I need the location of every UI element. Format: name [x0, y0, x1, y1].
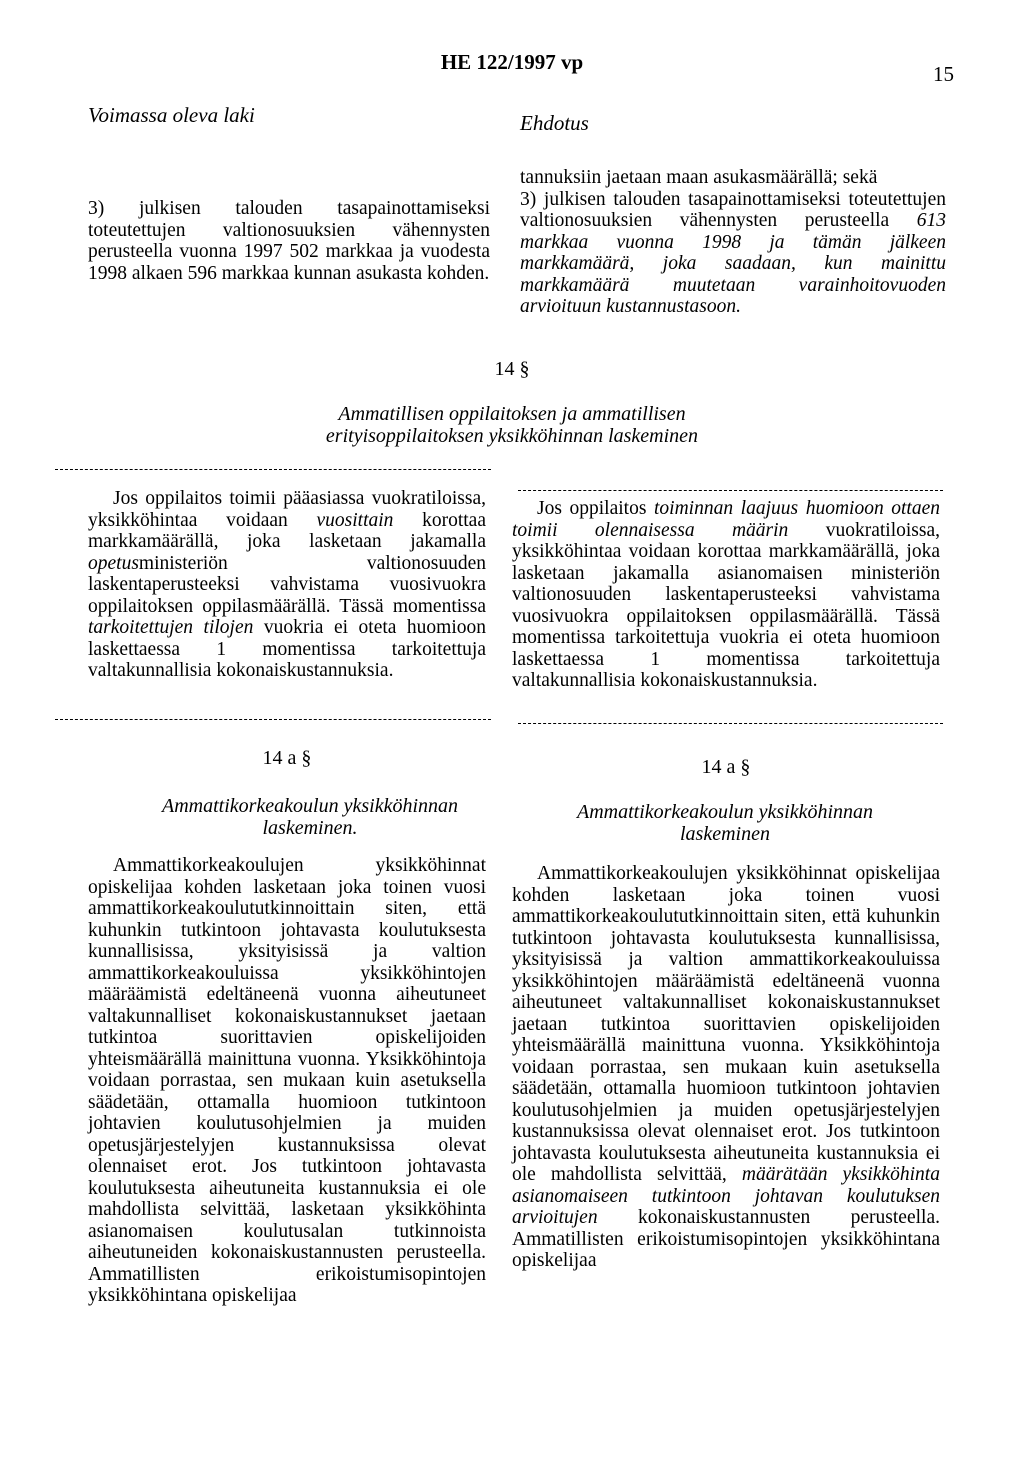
s14-right-a: Jos oppilaitos: [537, 498, 655, 519]
section-14a-left-number: 14 a §: [262, 747, 312, 769]
s14-left-b: vuosittain: [316, 509, 394, 531]
section-14a-left-text: Ammattikorkeakoulujen yksikköhinnat opiskelijaa kohden lasketaan joka toinen vuosi ammattikorkeakoulututkinnoittain siten, että kuhunkin tutkintoon johtavasta koulutuksesta kunnallisissa, yksityisissä ja valtion ammattikorkeakouluissa yksikköhintojen määräämistä edeltäneenä vuonna aiheutuneet valtakunnalliset kokonaiskustannukset jaetaan tutkintoa suorittavien opiskelijoiden yhteismäärällä mainittuna vuonna. Yksikköhintoja voidaan porrastaa, sen mukaan kuin asetuksella säädetään, ottamalla huomioon tutkintoon johtavien koulutusohjelmien ja muiden opetusjärjestelyjen kustannuksissa olevat olennaiset erot. Jos tutkintoon johtavasta koulutuksesta aiheutuneita kustannuksia ei ole mahdollista selvittää, lasketaan yksikköhinta asianomaisen koulutusalan tutkinnoista aiheutuneiden kokonaiskustannusten perusteella. Ammatillisten erikoistumisopintojen yksikköhintana opiskelijaa: [88, 855, 486, 1306]
s14-left-f: tarkoitettujen tilojen: [88, 617, 254, 638]
s14-right-b: toiminnan laajuus huomioon ottaen toimii olennaisessa määrin: [512, 498, 941, 541]
section-14-title-line1: Ammatillisen oppilaitoksen ja ammatillisen: [338, 403, 686, 425]
left-top-paragraph: [88, 198, 490, 284]
right-top-paragraph: [520, 167, 946, 318]
right-top-text: [520, 189, 946, 318]
section-14a-left-paragraph: [88, 855, 486, 1307]
right-omission-line-top: [518, 490, 943, 491]
s14-left-d: opetus: [88, 552, 139, 574]
s14a-right-b: määrätään yksikköhinta asianomaiseen tutkintoon johtavan koulutuksen arvioitujen: [512, 1164, 940, 1228]
s14-right-c: vuokratiloissa, yksikköhintaa voidaan korottaa markkamäärällä, joka lasketaan jakamalla asianomaisen ministeriön valtionosuuden laskentaperusteeksi vahvistama vuosivuokra oppilaitoksen oppilasmäärällä. Tässä momentissa tarkoitettuja vuokria ei oteta huomioon laskettaessa 1 momentissa tarkoitettuja valtakunnallisia kokonaiskustannuksia.: [512, 519, 940, 691]
left-omission-line-bottom: [55, 719, 491, 720]
section-14a-right-number: 14 a §: [701, 756, 751, 778]
section-14a-right-title: Ammattikorkeakoulun yksikköhinnan laskeminen: [576, 801, 874, 845]
left-top-text: 3) julkisen talouden tasapainottamiseksi toteutettujen valtionosuuksien vähennysten perusteella vuonna 1997 502 markkaa ja vuodesta 1998 alkaen 596 markkaa kunnan asukasta kohden.: [88, 198, 490, 284]
left-column-heading: Voimassa oleva laki: [88, 103, 255, 127]
section-14-right-text: [512, 498, 940, 692]
section-14-title: [0, 403, 1024, 447]
section-14a-right-paragraph: [512, 863, 940, 1272]
section-14-title-line2: erityisoppilaitoksen yksikköhinnan laskeminen: [325, 425, 699, 447]
s14-left-c: korottaa markkamäärällä, joka lasketaan jakamalla: [88, 509, 486, 552]
section-14-right-paragraph: [512, 498, 940, 692]
s14a-right-c: kokonaiskustannusten perusteella. Ammatillisten erikoistumisopintojen yksikköhintana opiskelijaa: [512, 1207, 940, 1271]
section-14-number: 14 §: [494, 358, 530, 380]
s14-left-e: ministeriön valtionosuuden laskentaperusteeksi vahvistama vuosivuokra oppilaitoksen oppilasmäärällä. Tässä momentissa: [88, 552, 486, 617]
document-header: HE 122/1997 vp: [440, 50, 584, 74]
left-omission-line-top: [55, 469, 491, 470]
section-14-left-text: [88, 488, 486, 682]
page-number: 15: [933, 62, 954, 86]
right-omission-line-bottom: [518, 723, 943, 724]
right-column-heading: Ehdotus: [520, 111, 589, 135]
s14-left-a: Jos oppilaitos toimii pääasiassa vuokratiloissa, yksikköhintaa voidaan: [88, 488, 486, 531]
section-14a-left-title: Ammattikorkeakoulun yksikköhinnan laskeminen.: [161, 795, 459, 839]
section-14a-right-text: [512, 863, 940, 1272]
right-top-intro: tannuksiin jaetaan maan asukasmäärällä; sekä: [520, 167, 878, 188]
right-top-text-a: 3) julkisen talouden tasapainottamiseksi toteutettujen valtionosuuksien vähennysten perusteella: [520, 188, 946, 231]
section-14-left-paragraph: [88, 488, 486, 682]
s14a-right-a: Ammattikorkeakoulujen yksikköhinnat opiskelijaa kohden lasketaan joka toinen vuosi ammattikorkeakoulututkinnoittain siten, että kuhunkin tutkintoon johtavasta koulutuksesta kunnallisissa, yksityisissä ja valtion ammattikorkeakouluissa yksikköhintojen määräämistä edeltäneenä vuonna aiheutuneet valtakunnalliset kokonaiskustannukset jaetaan tutkintoa suorittavien opiskelijoiden yhteismäärällä mainittuna vuonna. Yksikköhintoja voidaan porrastaa, sen mukaan kuin asetuksella säädetään, ottamalla huomioon tutkintoon johtavien koulutusohjelmien ja muiden opetusjärjestelyjen kustannuksissa olevat olennaiset erot. Jos tutkintoon johtavasta koulutuksesta aiheutuneita kustannuksia ei ole mahdollista selvittää,: [512, 863, 940, 1185]
right-top-text-b: 613 markkaa vuonna 1998 ja tämän jälkeen markkamäärä, joka saadaan, kun mainittu markkamäärä muutetaan varainhoitovuoden arvioituun kustannustasoon.: [520, 210, 946, 317]
s14-left-g: vuokria ei oteta huomioon laskettaessa 1 momentissa tarkoitettuja valtakunnallisia kokonaiskustannuksia.: [88, 617, 486, 681]
